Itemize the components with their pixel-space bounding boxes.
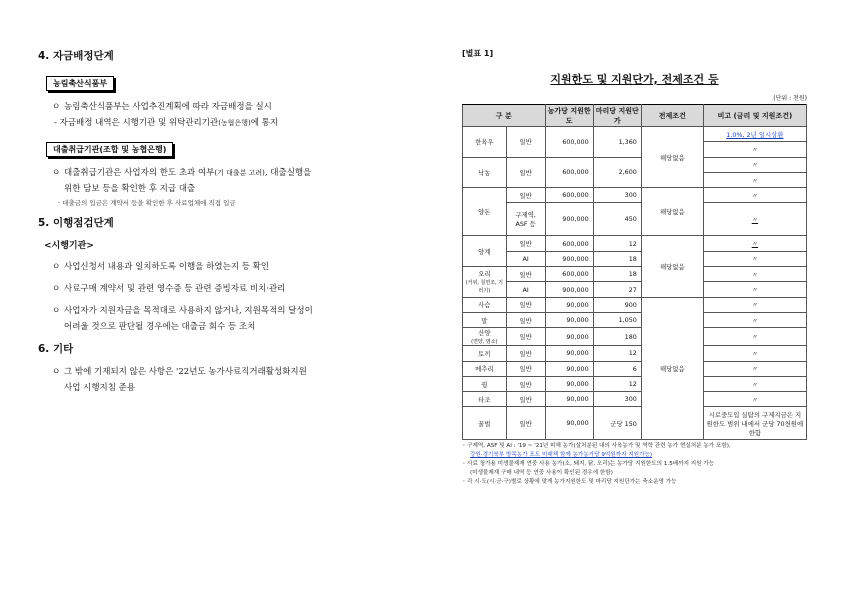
cell-condition: 해당없음 [641, 127, 703, 188]
cell-note [703, 188, 806, 203]
note-text: 〃 [751, 395, 759, 404]
cell-limit: 900,000 [545, 282, 593, 297]
table-row [463, 267, 807, 282]
note-text: 〃 [751, 349, 759, 358]
appendix-tag: [별표 1] [462, 49, 494, 58]
note-text: 〃 [751, 333, 759, 342]
animal-label: 오리 [478, 270, 491, 279]
bullet-text: 농림축산식품부는 사업추진계획에 따라 자금배정을 실시 [64, 102, 272, 112]
bullet-recovery [48, 303, 398, 335]
bullet-text: 그 밖에 기재되지 않은 사항은 '22년도 농가사료직거래활성화지원 [64, 367, 307, 377]
bullet-other [48, 364, 398, 396]
cell-limit: 90,000 [545, 297, 593, 312]
cell-price: 18 [593, 251, 641, 266]
cell-note [703, 297, 806, 312]
cell-animal [463, 328, 507, 346]
cell-limit: 90,000 [545, 361, 593, 376]
cell-note [703, 172, 806, 187]
dash-text-end: 에 통지 [250, 118, 279, 128]
bullet-lender-check [48, 165, 398, 197]
cell-note [703, 157, 806, 172]
animal-label: 타조 [478, 395, 491, 404]
footnote-text: 사료 청가용 미생물제재 연중 사용 농가(소, 돼지, 닭, 오리)는 농가당 지원한도의 1.5배까지 지원 가능 [467, 461, 715, 468]
cell-limit: 90,000 [545, 328, 593, 346]
cell-animal [463, 127, 507, 158]
cell-price: 18 [593, 267, 641, 282]
table-row [463, 157, 807, 172]
note-text: 〃 [751, 161, 759, 170]
unit-label: (단위 : 천원) [773, 95, 807, 102]
table-row [463, 361, 807, 376]
animal-label: 토끼 [478, 349, 491, 358]
animal-label: 양돈 [478, 208, 491, 217]
cell-condition: 해당없음 [641, 188, 703, 236]
table-row [463, 392, 807, 407]
footnote-3 [462, 478, 807, 487]
note-text: 〃 [751, 255, 759, 264]
animal-label: 말 [481, 316, 488, 325]
cell-type: 일반 [506, 267, 545, 282]
bullet-text-line2: 사업 시행지침 준용 [64, 383, 136, 393]
note-text: 1.0%, 2년 일시상환 [726, 130, 784, 139]
dash-marker: - [54, 118, 57, 128]
footnote-text: (미생물제재 구매 내역 등 연중 사용이 확인된 경우에 한함) [470, 470, 613, 477]
cell-animal [463, 297, 507, 312]
cell-note [703, 282, 806, 297]
footnote-1 [462, 442, 807, 451]
cell-animal [463, 407, 507, 440]
cell-limit: 900,000 [545, 251, 593, 266]
footnote-text: 구제역, ASF 및 AI : '19 ~ '21년 피해 농가(살처분된 내의 사육농가 및 역학 관련 농가 현실처분 농가 포함), [467, 443, 731, 450]
cell-price: 900 [593, 297, 641, 312]
table-row [463, 312, 807, 327]
cell-note [703, 392, 806, 407]
dash-text-small: (농협은행) [218, 119, 251, 127]
circle-marker: ㅇ [52, 306, 61, 316]
cell-type: 일반 [506, 312, 545, 327]
cell-type: 일반 [506, 236, 545, 251]
note-text: 〃 [751, 145, 759, 154]
cell-note [703, 312, 806, 327]
note-text: 〃 [751, 270, 759, 279]
note-text: 〃 [751, 365, 759, 374]
cell-price: 1,360 [593, 127, 641, 158]
cell-animal [463, 312, 507, 327]
table-row [463, 376, 807, 391]
cell-limit: 90,000 [545, 312, 593, 327]
cell-price: 1,050 [593, 312, 641, 327]
cell-price: 27 [593, 282, 641, 297]
cell-animal [463, 267, 507, 298]
note-text: 〃 [751, 240, 759, 249]
table-row [463, 203, 807, 236]
bullet-text: 사료구매 계약서 및 관련 영수증 등 관련 증빙자료 비치·관리 [64, 284, 286, 294]
circle-marker: ㅇ [52, 284, 61, 294]
header-condition: 전제조건 [641, 105, 703, 127]
bullet-text-line2: 위한 담보 등을 확인한 후 지급 대출 [64, 184, 196, 194]
cell-price: 6 [593, 361, 641, 376]
note-text: 〃 [751, 380, 759, 389]
cell-price: 300 [593, 392, 641, 407]
note-text: 시로중도입 실탐의 구제지금은 지원한도 범위 내에서 군당 70천원에 한함 [706, 410, 804, 437]
cell-limit: 600,000 [545, 236, 593, 251]
cell-note [703, 267, 806, 282]
table-row [463, 282, 807, 297]
cell-price: 2,600 [593, 157, 641, 188]
header-price: 마리당 지원단가 [593, 105, 641, 127]
footnote-marker: ◦ [462, 443, 466, 450]
subheading-agency: <시행기관> [44, 241, 94, 251]
cell-type: AI [506, 282, 545, 297]
cell-price: 450 [593, 203, 641, 236]
table-row [463, 236, 807, 251]
cell-price: 군당 150 [593, 407, 641, 440]
cell-price: 12 [593, 376, 641, 391]
footnotes [462, 442, 807, 487]
cell-note [703, 328, 806, 346]
cell-note [703, 203, 806, 236]
circle-marker: ㅇ [52, 102, 61, 112]
animal-label: 메추리 [475, 365, 494, 374]
cell-condition: 해당없음 [641, 236, 703, 297]
cell-limit: 90,000 [545, 346, 593, 361]
cell-type: 일반 [506, 361, 545, 376]
footnote-1-cont [462, 451, 807, 460]
circle-marker: ㅇ [52, 262, 61, 272]
table-body [463, 127, 807, 440]
bullet-text-line2: 어려울 것으로 판단될 경우에는 대출금 회수 등 조치 [64, 322, 256, 332]
footnote-text: 각 시·도(시·군·구)별로 상황에 맞게 농가지원한도 및 마리당 지원단가는 축소운영 가능 [467, 479, 677, 486]
box-label-ministry: 농림축산식품부 [46, 76, 114, 91]
bullet-text-end: , 대출실행을 [264, 168, 312, 178]
cell-price: 180 [593, 328, 641, 346]
cell-limit: 900,000 [545, 203, 593, 236]
header-limit: 농가당 지원한도 [545, 105, 593, 127]
table-row [463, 251, 807, 266]
footnote-2-cont [462, 469, 807, 478]
cell-animal [463, 392, 507, 407]
cell-limit: 90,000 [545, 392, 593, 407]
cell-type: 일반 [506, 157, 545, 188]
cell-price: 300 [593, 188, 641, 203]
cell-price: 12 [593, 236, 641, 251]
right-column [462, 48, 807, 487]
table-row [463, 188, 807, 203]
animal-label: 꿩 [481, 380, 488, 389]
cell-note [703, 361, 806, 376]
animal-label: 낙농 [478, 168, 491, 177]
cell-type: 일반 [506, 392, 545, 407]
dash-text: 자금배정 내역은 시행기관 및 위탁관리기관 [59, 118, 219, 128]
section-5-title: 5. 이행점검단계 [38, 217, 114, 229]
cell-note [703, 142, 806, 157]
animal-label: 산양 [478, 329, 491, 338]
table-row [463, 127, 807, 142]
cell-note [703, 127, 806, 142]
animal-sub-label: (거위, 칠면조, 기러기) [465, 280, 503, 295]
cell-type: 일반 [506, 407, 545, 440]
cell-limit: 600,000 [545, 188, 593, 203]
bullet-text: 대출취급기관은 사업자의 한도 초과 여부 [64, 168, 215, 178]
cell-note [703, 236, 806, 251]
table-row [463, 346, 807, 361]
circle-marker: ㅇ [52, 367, 61, 377]
bullet-allocation [48, 99, 398, 115]
table-row [463, 328, 807, 346]
bullet-keep-records [48, 281, 398, 297]
footnote-text: 강원·경기북부 방목농가 포도 미래책 함께 농가농가당 9억원까지 지원가능) [470, 452, 653, 459]
cell-animal [463, 236, 507, 267]
section-4-title: 4. 자금배정단계 [38, 50, 114, 62]
left-column [38, 48, 398, 396]
cell-animal [463, 361, 507, 376]
animal-label: 양계 [478, 247, 491, 256]
cell-note [703, 251, 806, 266]
bullet-text-small: (기 대출분 고려) [214, 169, 265, 177]
cell-limit: 90,000 [545, 376, 593, 391]
header-gubun: 구 분 [463, 105, 546, 127]
cell-limit: 90,000 [545, 407, 593, 440]
bullet-text: 사업자가 지원자금을 목적대로 사용하지 않거나, 지원목적의 달성이 [64, 306, 313, 316]
cell-type: AI [506, 251, 545, 266]
note-text: 〃 [751, 316, 759, 325]
bullet-text: 사업신청서 내용과 일치하도록 이행을 하였는지 등 확인 [64, 262, 270, 272]
table-row [463, 297, 807, 312]
cell-note [703, 346, 806, 361]
cell-animal [463, 346, 507, 361]
note-text: 〃 [751, 215, 759, 224]
cell-price: 12 [593, 346, 641, 361]
cell-animal [463, 376, 507, 391]
animal-label: 꿀벌 [478, 419, 491, 428]
box-label-lender: 대출취급기관(조합 및 농협은행) [46, 142, 173, 157]
footnote-marker: ◦ [462, 461, 466, 468]
table-header-row [463, 105, 807, 127]
cell-type: 일반 [506, 297, 545, 312]
table-row [463, 407, 807, 440]
cell-animal [463, 157, 507, 188]
note-deposit [58, 197, 398, 209]
cell-limit: 600,000 [545, 267, 593, 282]
table-title: 지원한도 및 지원단가, 전제조건 등 [550, 73, 719, 86]
cell-condition: 해당없음 [641, 297, 703, 440]
cell-limit: 600,000 [545, 157, 593, 188]
note-text: 대출금의 입금은 계약서 등을 확인한 후 사료업체에 직접 입금 [62, 199, 236, 207]
note-marker: · [58, 199, 61, 207]
note-text: 〃 [751, 176, 759, 185]
animal-label: 한육우 [475, 138, 494, 147]
dash-notification [54, 115, 398, 131]
support-table [462, 104, 807, 440]
note-text: 〃 [751, 191, 759, 200]
cell-type: 일반 [506, 127, 545, 158]
cell-type: 일반 [506, 188, 545, 203]
section-6-title: 6. 기타 [38, 343, 74, 355]
note-text: 〃 [751, 286, 759, 295]
cell-animal [463, 188, 507, 236]
bullet-check-compliance [48, 259, 398, 275]
footnote-marker: ◦ [462, 479, 466, 486]
header-note: 비고 (금리 및 지원조건) [703, 105, 806, 127]
circle-marker: ㅇ [52, 168, 61, 178]
footnote-2 [462, 460, 807, 469]
cell-limit: 600,000 [545, 127, 593, 158]
cell-note [703, 407, 806, 440]
cell-type: 구제역, ASF 등 [506, 203, 545, 236]
animal-label: 사슴 [478, 301, 491, 310]
cell-note [703, 376, 806, 391]
cell-type: 일반 [506, 346, 545, 361]
note-text: 〃 [751, 301, 759, 310]
cell-type: 일반 [506, 376, 545, 391]
cell-type: 일반 [506, 328, 545, 346]
animal-sub-label: (면양, 염소) [471, 339, 498, 346]
